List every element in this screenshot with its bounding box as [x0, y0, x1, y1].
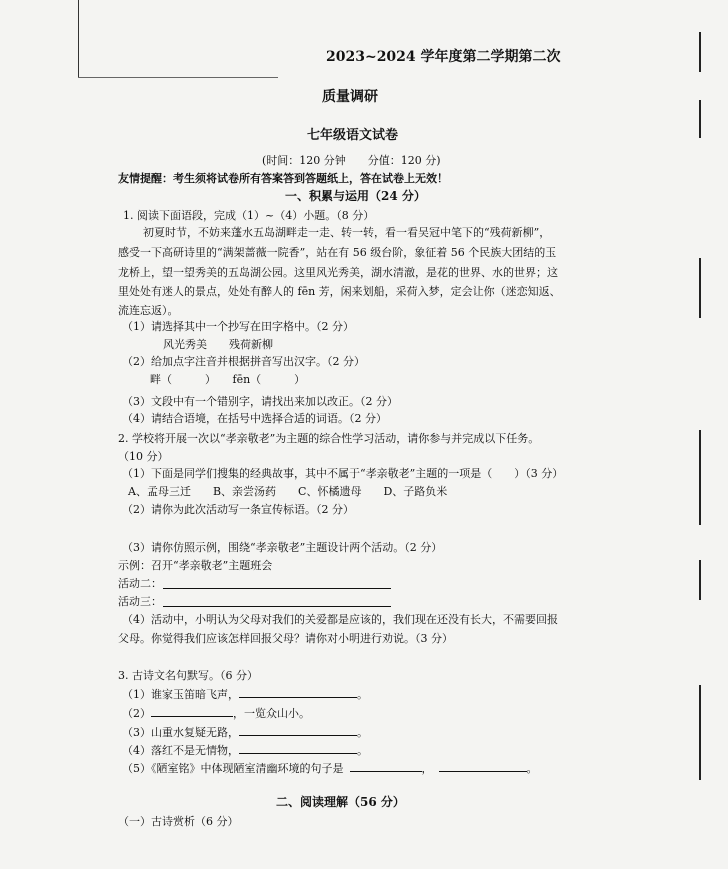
q2-sub4-line2: 父母。你觉得我们应该怎样回报父母？请你对小明进行劝说。（3 分）	[118, 632, 453, 645]
q2-score: （10 分）	[118, 450, 169, 463]
q2-options: A、孟母三迁 B、亲尝汤药 C、怀橘遗母 D、子路负米	[128, 485, 448, 498]
subtitle: 质量调研	[322, 89, 378, 105]
q3-line2-blank[interactable]	[151, 705, 233, 717]
q3-line4-text: （4）落红不是无情物，	[122, 744, 239, 757]
exam-title: 七年级语文试卷	[307, 128, 399, 143]
q3-line3-period: 。	[357, 726, 368, 739]
q2-activity3-label: 活动三：	[118, 595, 162, 608]
q1-sub1-options: 风光秀美 残荷新柳	[163, 338, 273, 351]
scan-mark-right-6	[699, 685, 701, 780]
q3-line5-period: 。	[526, 762, 538, 775]
q2-sub2: （2）请你为此次活动写一条宣传标语。（2 分）	[122, 503, 354, 516]
q1-sub3: （3）文段中有一个错别字，请找出来加以改正。（2 分）	[122, 395, 398, 408]
section2-subtitle: （一）古诗赏析（6 分）	[118, 815, 239, 828]
q3-line2	[122, 705, 310, 721]
q3-line5	[122, 760, 538, 776]
q2-activity2-label: 活动二：	[118, 577, 162, 590]
section1-title: 一、积累与运用（24 分）	[285, 189, 426, 203]
passage-line-4: 里处处有迷人的景点，处处有醉人的 fēn 芳，闲来划船，采荷入梦，定会让你（迷恋知返、	[118, 285, 561, 298]
q2-sub4-line1: （4）活动中，小明认为父母对我们的关爱都是应该的，我们现在还没有长大，不需要回报	[122, 613, 558, 626]
q1-sub4: （4）请结合语境，在括号中选择合适的词语。（2 分）	[122, 412, 387, 425]
q2-stem: 2. 学校将开展一次以“孝亲敬老”为主题的综合性学习活动，请你参与并完成以下任务。	[118, 432, 540, 445]
q3-line3-blank[interactable]	[239, 724, 357, 736]
q3-line5-blank-b[interactable]	[439, 760, 527, 772]
scan-mark-right-3	[699, 258, 701, 318]
q3-line4	[122, 742, 368, 758]
q3-line2-num: （2）	[122, 707, 151, 720]
q2-sub1: （1）下面是同学们搜集的经典故事，其中不属于“孝亲敬老”主题的一项是（ ）（3 分）	[122, 467, 564, 480]
passage-line-1: 初夏时节，不妨来蓬水五岛湖畔走一走、转一转，看一看吴冠中笔下的“残荷新柳”，	[143, 226, 551, 239]
scan-edge-top	[78, 0, 79, 78]
q3-stem: 3. 古诗文名句默写。（6 分）	[118, 669, 258, 682]
q3-line3	[122, 724, 368, 740]
q1-sub2: （2）给加点字注音并根据拼音写出汉字。（2 分）	[122, 355, 365, 368]
q3-line1-blank[interactable]	[239, 686, 357, 698]
q2-activity2-blank[interactable]	[163, 588, 391, 589]
q3-line5-blank-a[interactable]	[350, 760, 422, 772]
scan-mark-right-1	[699, 32, 701, 72]
q3-line1	[122, 686, 368, 702]
section2-title: 二、阅读理解（56 分）	[276, 795, 405, 809]
q3-line3-text: （3）山重水复疑无路，	[122, 726, 239, 739]
passage-line-5: 流连忘返）。	[118, 304, 179, 317]
q3-line2-text: ，一览众山小。	[233, 707, 310, 720]
time-score: (时间：120 分钟 分值：120 分)	[262, 154, 441, 167]
scan-mark-right-2	[699, 100, 701, 138]
scan-mark-right-5	[699, 560, 701, 600]
q2-example: 示例：召开“孝亲敬老”主题班会	[118, 559, 273, 572]
notice: 友情提醒：考生须将试卷所有答案答到答题纸上，答在试卷上无效！	[118, 172, 448, 185]
q3-line4-period: 。	[357, 744, 368, 757]
scan-edge-line	[78, 77, 278, 78]
q3-line1-period: 。	[357, 688, 368, 701]
year-line: 2023~2024 学年度第二学期第二次	[326, 49, 561, 65]
q3-line5-text: （5）《陋室铭》中体现陋室清幽环境的句子是	[122, 762, 344, 775]
q1-sub1: （1）请选择其中一个抄写在田字格中。（2 分）	[122, 320, 354, 333]
q1-sub2-fill[interactable]: 畔（ ） fēn（ ）	[150, 373, 306, 386]
passage-line-3: 龙桥上，望一望秀美的五岛湖公园。这里风光秀美，湖水清澈，是花的世界、水的世界；这	[118, 266, 558, 279]
q2-sub3: （3）请你仿照示例，围绕“孝亲敬老”主题设计两个活动。（2 分）	[122, 541, 443, 554]
q3-line1-text: （1）谁家玉笛暗飞声，	[122, 688, 239, 701]
q3-line5-comma: ，	[421, 762, 433, 775]
passage-line-2: 感受一下高研诗里的“满架蔷薇一院香”，站在有 56 级台阶，象征着 56 个民族大团结的玉	[118, 246, 557, 259]
scan-mark-right-4	[699, 430, 701, 525]
q1-stem: 1. 阅读下面语段，完成（1）~（4）小题。（8 分）	[123, 209, 375, 222]
q3-line4-blank[interactable]	[239, 742, 357, 754]
q2-activity3-blank[interactable]	[163, 606, 391, 607]
